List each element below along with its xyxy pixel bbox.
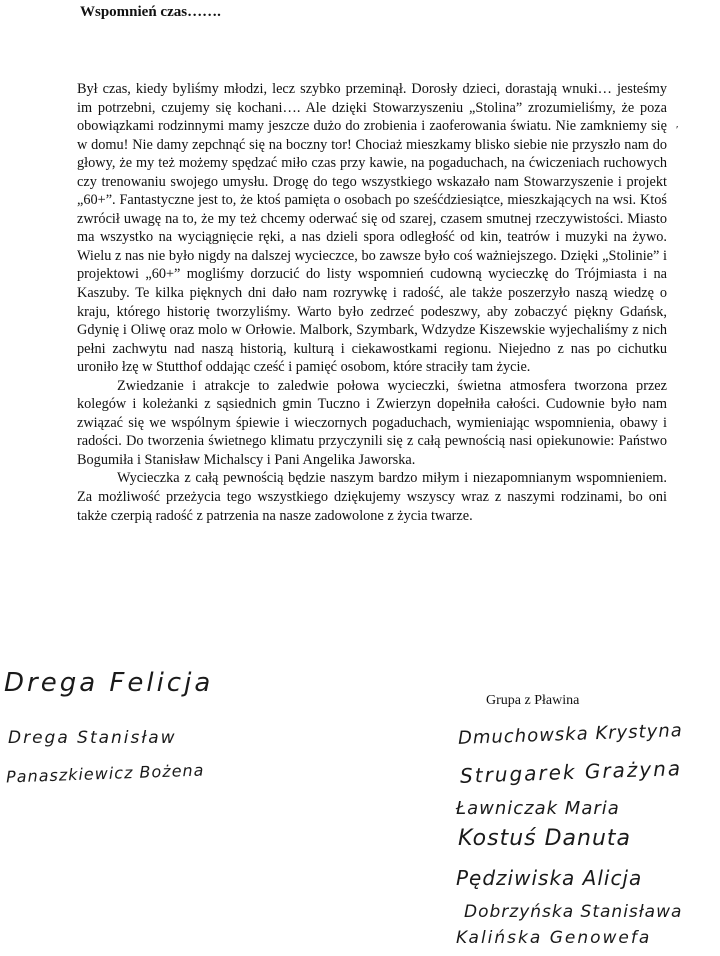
signature-right-3: Ławniczak Maria xyxy=(456,798,620,819)
signature-left-1: Drega Felicja xyxy=(4,668,214,698)
document-title: Wspomnień czas……. xyxy=(80,4,221,20)
signature-right-1: Dmuchowska Krystyna xyxy=(457,720,684,749)
signature-right-7: Kalińska Genowefa xyxy=(456,928,652,948)
margin-mark: ′ xyxy=(676,124,679,136)
signature-right-2: Strugarek Grażyna xyxy=(459,756,683,788)
letter-body xyxy=(77,80,667,525)
group-label: Grupa z Pławina xyxy=(486,693,580,708)
signature-right-6: Dobrzyńska Stanisława xyxy=(464,902,683,922)
signature-left-3: Panaszkiewicz Bożena xyxy=(5,760,205,787)
signature-right-5: Pędziwiska Alicja xyxy=(456,866,643,890)
paragraph-3: Wycieczka z całą pewnością będzie naszym bardzo miłym i niezapomnianym wspomnieniem. Za możliwość przeżycia tego wszystkiego dziękujemy wszyscy wraz z naszymi rodzinami, bo oni także czerpią radość z patrzenia na nasze zadowolone z życia twarze. xyxy=(77,470,667,524)
paragraph-1: Był czas, kiedy byliśmy młodzi, lecz szybko przeminął. Dorosły dzieci, dorastają wnuki… jesteśmy im potrzebni, czujemy się kochani…. Ale dzięki Stowarzyszeniu „Stolina” zrozumieliśmy, że poza obowiązkami rodzinnymi mamy jeszcze dużo do zrobienia i zaoferowania światu. Nie zamkniemy się w domu! Nie damy zepchnąć się na boczny tor! Chociaż mieszkamy blisko siebie nie przyszło nam do głowy, że my też możemy spędzać miło czas przy kawie, na pogaduchach, na ćwiczeniach ruchowych czy trenowaniu swojego umysłu. Drogę do tego wszystkiego wskazało nam Stowarzyszenie i projekt „60+”. Fantastyczne jest to, że ktoś pamięta o osobach po sześćdziesiątce, mieszkających na wsi. Ktoś zwrócił uwagę na to, że my też chcemy oderwać się od szarej, czasem smutnej rzeczywistości. Miasto ma wszystko na wyciągnięcie ręki, a nas dzieli spora odległość od kin, teatrów i muzyki na żywo. Wielu z nas nie było nigdy na dalszej wycieczce, bo zawsze było coś ważniejszego. Dzięki „Stolinie” i projektowi „60+” mogliśmy dorzucić do listy wspomnień cudowną wycieczkę do Trójmiasta i na Kaszuby. Te kilka pięknych dni dało nam rozrywkę i radość, ale także poszerzyło naszą wiedzę o kraju, którego historię tworzyliśmy. Warto było zedrzeć podeszwy, aby zobaczyć piękny Gdańsk, Gdynię i Oliwę oraz molo w Orłowie. Malbork, Szymbark, Wdzydze Kiszewskie wyjechaliśmy z nich pełni zachwytu nad naszą historią, kulturą i ciekawostkami regionu. Niejedno z nas po cichutku uroniło łzę w Stutthof oddając cześć i pamięć osobom, które straciły tam życie. xyxy=(77,81,667,376)
signature-right-4: Kostuś Danuta xyxy=(458,826,632,851)
signature-left-2: Drega Stanisław xyxy=(8,728,177,748)
paragraph-2: Zwiedzanie i atrakcje to zaledwie połowa wycieczki, świetna atmosfera tworzona przez kolegów i koleżanki z sąsiednich gmin Tuczno i Zwierzyn dopełniła całości. Cudownie było nam związać się we wspólnym śpiewie i wieczornych pogaduchach, wymieniając wspomnienia, obawy i radości. Do tworzenia świetnego klimatu przyczynili się z całą pewnością nasi opiekunowie: Państwo Bogumiła i Stanisław Michalscy i Pani Angelika Jaworska. xyxy=(77,377,667,468)
